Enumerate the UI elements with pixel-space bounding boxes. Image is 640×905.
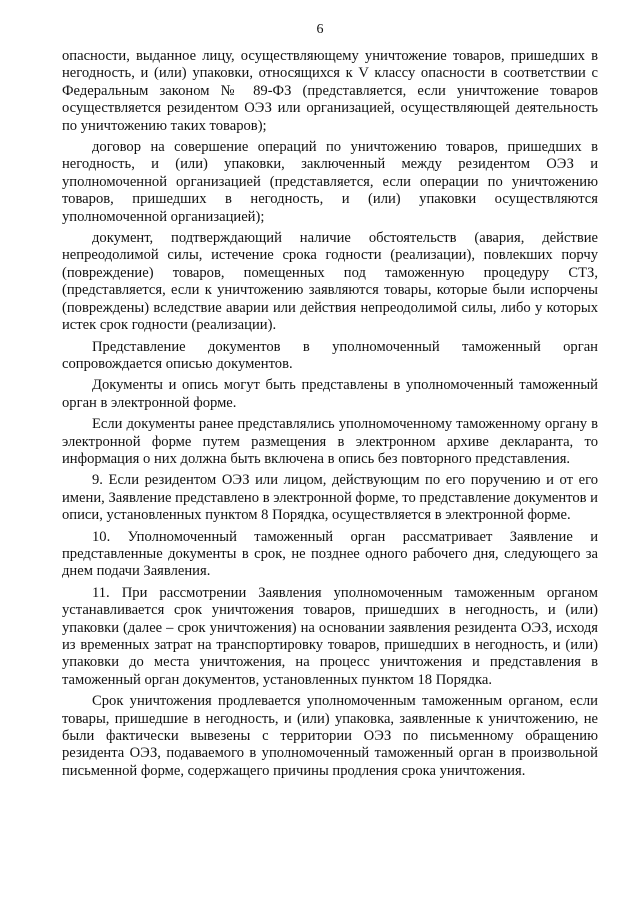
paragraph-continuation: опасности, выданное лицу, осуществляющему уничтожение товаров, пришедших в негодность, и (или) упаковки, относящихся к V классу опасности в соответствии с Федеральным законом № 89-ФЗ (представляется, если уничтожение товаров осуществляется резидентом ОЭЗ или организацией, осуществляющей деятельность по уничтожению таких товаров);: [62, 48, 598, 134]
paragraph-term-extension: Срок уничтожения продлевается уполномоченным таможенным органом, если товары, пришедшие в негодность, и (или) упаковка, заявленные к уничтожению, не были фактически вывезены с территории ОЭЗ по письменному обращению резидента ОЭЗ, подаваемого в уполномоченный таможенный орган в произвольной письменной форме, содержащего причины продления срока уничтожения.: [62, 693, 598, 779]
document-body: [62, 48, 598, 784]
paragraph-electronic-form: Документы и опись могут быть представлены в уполномоченный таможенный орган в электронной форме.: [62, 377, 598, 411]
paragraph-clause-11: 11. При рассмотрении Заявления уполномоченным таможенным органом устанавливается срок уничтожения товаров, пришедших в негодность, и (или) упаковки (далее – срок уничтожения) на основании заявления резидента ОЭЗ, исходя из временных затрат на транспортировку товаров, пришедших в негодность, и (или) упаковки до места уничтожения, на процесс уничтожения и представления в таможенный орган документов, установленных пунктом 18 Порядка.: [62, 584, 598, 688]
paragraph-clause-10: 10. Уполномоченный таможенный орган рассматривает Заявление и представленные документы в срок, не позднее одного рабочего дня, следующего за днем подачи Заявления.: [62, 528, 598, 580]
paragraph-electronic-archive: Если документы ранее представлялись уполномоченному таможенному органу в электронной форме путем размещения в электронном архиве декларанта, то информация о них должна быть включена в опись без повторного представления.: [62, 416, 598, 467]
paragraph-contract: договор на совершение операций по уничтожению товаров, пришедших в негодность, и (или) упаковки, заключенный между резидентом ОЭЗ и уполномоченной организацией (представляется, если операции по уничтожению товаров, пришедших в негодность, и (или) упаковки осуществляются уполномоченной организацией);: [62, 139, 598, 225]
page-number: 6: [316, 22, 324, 37]
paragraph-circumstances-document: документ, подтверждающий наличие обстоятельств (авария, действие непреодолимой силы, истечение срока годности (реализации), повлекших порчу (повреждение) товаров, помещенных под таможенную процедуру СТЗ, (представляется, если к уничтожению заявляются товары, которые были испорчены (повреждены) вследствие аварии или действия непреодолимой силы, либо у которых истек срок годности (реализации).: [62, 230, 598, 334]
paragraph-document-inventory: Представление документов в уполномоченный таможенный орган сопровождается описью документов.: [62, 338, 598, 372]
paragraph-clause-9: 9. Если резидентом ОЭЗ или лицом, действующим по его поручению и от его имени, Заявление представлено в электронной форме, то представление документов и описи, установленных пунктом 8 Порядка, осуществляется в электронной форме.: [62, 472, 598, 524]
